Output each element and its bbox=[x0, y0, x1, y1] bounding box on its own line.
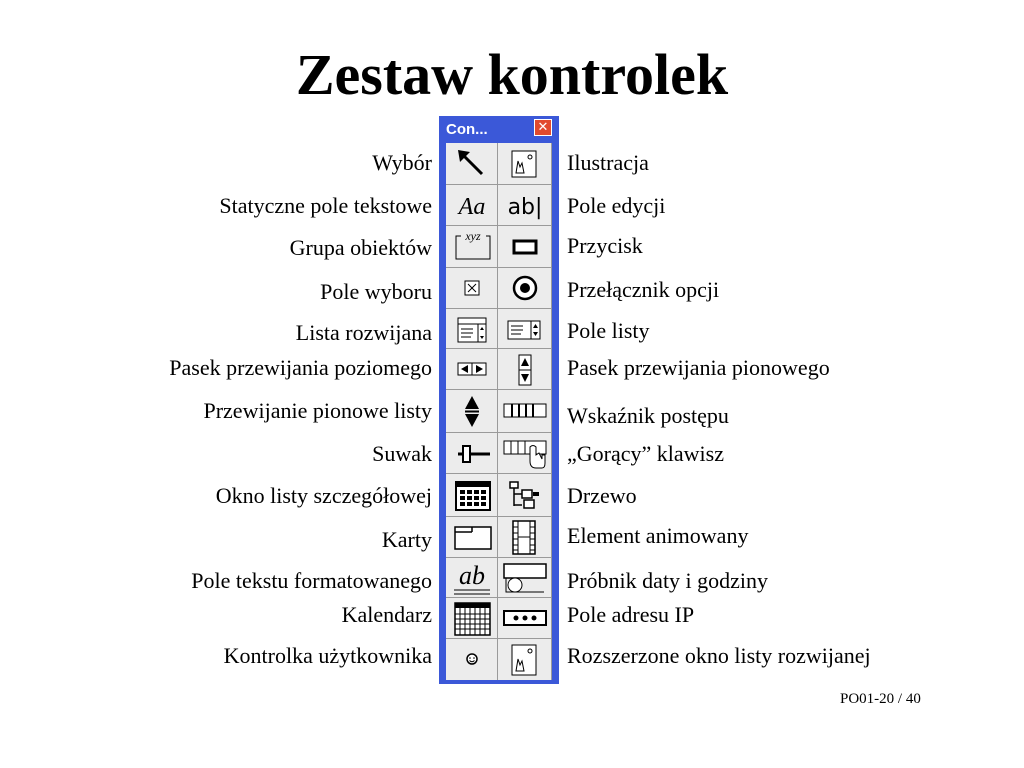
label-goracy-klawisz: „Gorący” klawisz bbox=[567, 441, 724, 466]
tool-month-calendar[interactable] bbox=[446, 598, 498, 639]
list-box-icon bbox=[498, 309, 552, 349]
date-time-picker-icon bbox=[498, 558, 552, 598]
svg-text:Aa: Aa bbox=[458, 194, 486, 220]
ip-address-icon bbox=[498, 598, 552, 639]
tool-animation[interactable] bbox=[498, 517, 552, 558]
push-button-icon bbox=[498, 226, 552, 268]
label-ilustracja: Ilustracja bbox=[567, 150, 649, 175]
tool-date-time-picker[interactable] bbox=[498, 558, 552, 598]
label-grupa-obiektow: Grupa obiektów bbox=[289, 235, 432, 260]
tool-ip-address[interactable] bbox=[498, 598, 552, 639]
slide-title: Zestaw kontrolek bbox=[295, 42, 729, 107]
label-kontrolka-uzytkownika: Kontrolka użytkownika bbox=[223, 643, 432, 668]
tool-check-box[interactable] bbox=[446, 268, 498, 309]
toolbox-grid bbox=[446, 143, 552, 680]
tool-rich-edit[interactable] bbox=[446, 558, 498, 598]
tool-extended-combo-box[interactable] bbox=[498, 639, 552, 680]
tool-list-box[interactable] bbox=[498, 309, 552, 349]
svg-text:xyz: xyz bbox=[465, 229, 481, 243]
label-drzewo: Drzewo bbox=[567, 483, 637, 508]
label-okno-listy: Okno listy szczegółowej bbox=[215, 483, 432, 508]
rich-edit-icon bbox=[446, 558, 498, 598]
tool-spin-control[interactable] bbox=[446, 390, 498, 433]
tool-custom-control[interactable] bbox=[446, 639, 498, 680]
label-przewijanie-pionowe: Przewijanie pionowe listy bbox=[203, 398, 432, 423]
label-pole-adresu-ip: Pole adresu IP bbox=[567, 602, 695, 627]
month-calendar-icon bbox=[446, 598, 498, 639]
animation-icon bbox=[498, 517, 552, 558]
tool-progress-bar[interactable] bbox=[498, 390, 552, 433]
hot-key-icon bbox=[498, 433, 552, 474]
label-pole-edycji: Pole edycji bbox=[567, 193, 666, 218]
label-karty: Karty bbox=[381, 527, 432, 552]
label-pole-listy: Pole listy bbox=[567, 318, 650, 343]
spin-control-icon bbox=[446, 390, 498, 433]
slide-number: PO01-20 / 40 bbox=[840, 691, 921, 707]
label-wskaznik-postepu: Wskaźnik postępu bbox=[567, 403, 729, 428]
label-przelacznik-opcji: Przełącznik opcji bbox=[567, 277, 720, 302]
tool-group-box[interactable] bbox=[446, 226, 498, 268]
tool-horizontal-scrollbar[interactable] bbox=[446, 349, 498, 390]
tool-hot-key[interactable] bbox=[498, 433, 552, 474]
horizontal-scrollbar-icon bbox=[446, 349, 498, 390]
tree-control-icon bbox=[498, 474, 552, 517]
picture-control-icon bbox=[498, 143, 552, 185]
toolbox-title: Con... bbox=[446, 121, 488, 138]
group-box-icon bbox=[446, 226, 498, 268]
tool-tab-control[interactable] bbox=[446, 517, 498, 558]
radio-button-icon bbox=[498, 268, 552, 309]
close-button[interactable]: ✕ bbox=[534, 119, 552, 136]
list-control-icon bbox=[446, 474, 498, 517]
tool-slider[interactable] bbox=[446, 433, 498, 474]
label-rozszerzone-okno: Rozszerzone okno listy rozwijanej bbox=[567, 643, 871, 668]
tool-push-button[interactable] bbox=[498, 226, 552, 268]
tool-tree-control[interactable] bbox=[498, 474, 552, 517]
tool-static-text[interactable] bbox=[446, 185, 498, 226]
check-box-icon bbox=[446, 268, 498, 309]
label-statyczne-pole: Statyczne pole tekstowe bbox=[219, 193, 432, 218]
label-pole-wyboru: Pole wyboru bbox=[320, 279, 432, 304]
controls-toolbox bbox=[439, 116, 559, 684]
tab-control-icon bbox=[446, 517, 498, 558]
label-wybor: Wybór bbox=[372, 150, 432, 175]
svg-text:ab|: ab| bbox=[507, 195, 543, 220]
label-element-animowany: Element animowany bbox=[567, 523, 749, 548]
edit-box-icon bbox=[498, 185, 552, 226]
extended-combo-box-icon bbox=[498, 639, 552, 680]
label-pole-tekstu-formatowanego: Pole tekstu formatowanego bbox=[191, 568, 432, 593]
tool-pointer[interactable] bbox=[446, 143, 498, 185]
tool-list-control[interactable] bbox=[446, 474, 498, 517]
static-text-icon bbox=[446, 185, 498, 226]
pointer-arrow-icon bbox=[446, 143, 498, 185]
vertical-scrollbar-icon bbox=[498, 349, 552, 390]
label-probnik-daty: Próbnik daty i godziny bbox=[567, 568, 769, 593]
tool-picture[interactable] bbox=[498, 143, 552, 185]
tool-combo-box[interactable] bbox=[446, 309, 498, 349]
label-lista-rozwijana: Lista rozwijana bbox=[295, 320, 432, 345]
combo-box-icon bbox=[446, 309, 498, 349]
slider-icon bbox=[446, 433, 498, 474]
label-przycisk: Przycisk bbox=[567, 233, 643, 258]
tool-radio-button[interactable] bbox=[498, 268, 552, 309]
label-pasek-pionowy: Pasek przewijania pionowego bbox=[567, 355, 830, 380]
label-pasek-poziomy: Pasek przewijania poziomego bbox=[169, 355, 432, 380]
svg-text:ab: ab bbox=[459, 561, 485, 590]
progress-bar-icon bbox=[498, 390, 552, 433]
tool-vertical-scrollbar[interactable] bbox=[498, 349, 552, 390]
custom-control-icon bbox=[446, 639, 498, 680]
tool-edit-box[interactable] bbox=[498, 185, 552, 226]
label-kalendarz: Kalendarz bbox=[341, 602, 432, 627]
label-suwak: Suwak bbox=[372, 441, 432, 466]
